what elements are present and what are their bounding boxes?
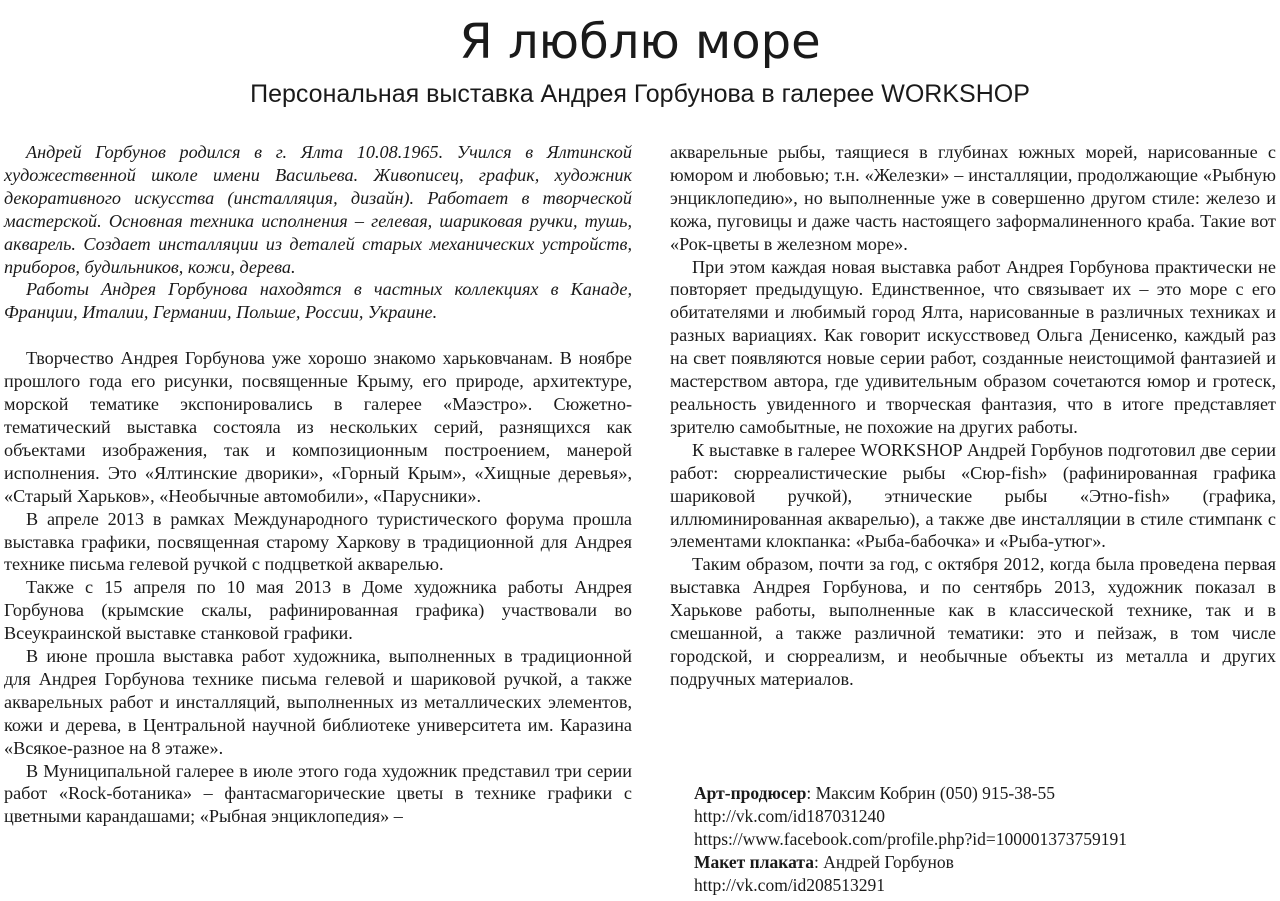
article-paragraph: К выставке в галерее WORKSHOP Андрей Горбунов подготовил две серии работ: сюрреалистические рыбы «Сюр-fish» (рафинированная графика шариковой ручкой), этнические рыбы «Этно-fish» (графика, иллюминированная акварелью), а также две инсталляции в стиле стимпанк с элементами клокпанка: «Рыба-бабочка» и «Рыба-утюг».: [670, 439, 1276, 552]
credits-block: [694, 782, 1274, 897]
page-subtitle: Персональная выставка Андрея Горбунова в галерее WORKSHOP: [250, 80, 1030, 108]
producer-contact: : Максим Кобрин (050) 915-38-55: [806, 783, 1056, 803]
producer-label: Арт-продюсер: [694, 783, 807, 803]
right-text-column: [670, 141, 1276, 691]
page-title: Я люблю море: [459, 14, 821, 70]
artist-collections-paragraph: Работы Андрея Горбунова находятся в частных коллекциях в Канаде, Франции, Италии, Германии, Польше, России, Украине.: [4, 279, 632, 323]
article-paragraph: При этом каждая новая выставка работ Андрея Горбунова практически не повторяет предыдущую. Единственное, что связывает их – это море с его обитателями и любимый город Ялта, нарисованные в различных техниках и разных вариациях. Как говорит искусствовед Ольга Денисенко, каждый раз на свет появляются новые серии работ, созданные неистощимой фантазией и мастерством автора, где удивительным образом сочетаются юмор и гротеск, реальность увиденного и творческая фантазия, что в итоге представляет зрителю самобытные, не похожие на других работы.: [670, 256, 1276, 437]
article-paragraph: Творчество Андрея Горбунова уже хорошо знакомо харьковчанам. В ноябре прошлого года его рисунки, посвященные Крыму, его природе, архитектуре, морской тематике экспонировались в галерее «Маэстро». Сюжетно-тематический выставка состояла из нескольких серий, разнящихся как объектами изображения, так и композиционным построением, манерой исполнения. Это «Ялтинские дворики», «Горный Крым», «Хищные деревья», «Старый Харьков», «Необычные автомобили», «Парусники».: [4, 348, 632, 506]
layout-label: Макет плаката: [694, 852, 814, 872]
producer-line: [694, 782, 1274, 805]
article-paragraph: В Муниципальной галерее в июле этого года художник представил три серии работ «Rock-ботаника» – фантасмагорические цветы в технике графики с цветными карандашами; «Рыбная энциклопедия» –: [4, 760, 632, 827]
article-paragraph: Также с 15 апреля по 10 мая 2013 в Доме художника работы Андрея Горбунова (крымские скалы, рафинированная графика) участвовали во Всеукраинской выставке станковой графики.: [4, 577, 632, 644]
layout-line: [694, 851, 1274, 874]
layout-author: : Андрей Горбунов: [813, 852, 954, 872]
poster-header: [0, 0, 1280, 110]
article-paragraph: акварельные рыбы, таящиеся в глубинах южных морей, нарисованные с юмором и любовью; т.н. «Железки» – инсталляции, продолжающие «Рыбную энциклопедию», но выполненные уже в совершенно другом стиле: железо и кожа, пуговицы и даже часть настоящего заформалиненного краба. Такие вот «Рок-цветы в железном море».: [670, 142, 1276, 254]
producer-facebook-link[interactable]: https://www.facebook.com/profile.php?id=100001373759191: [694, 829, 1128, 849]
article-paragraph: В июне прошла выставка работ художника, выполненных в традиционной для Андрея Горбунова технике письма гелевой и шариковой ручкой, а также акварельных работ и инсталляций, выполненных из металлических элементов, кожи и дерева, в Центральной научной библиотеке университета им. Каразина «Всякое-разное на 8 этаже».: [4, 646, 632, 758]
layout-vk-link[interactable]: http://vk.com/id208513291: [694, 875, 886, 895]
article-paragraph: Таким образом, почти за год, с октября 2012, когда была проведена первая выставка Андрея Горбунова, и по сентябрь 2013, художник показал в Харькове работы, выполненные как в классической технике, так и в смешанной, а также различной тематики: это и пейзаж, в том числе городской, и сюрреализм, и необычные объекты из металла и других подручных материалов.: [670, 554, 1276, 689]
article-paragraph: В апреле 2013 в рамках Международного туристического форума прошла выставка графики, посвященная старому Харкову в традиционной для Андрея технике письма гелевой ручкой с подцветкой акварелью.: [4, 508, 632, 575]
artist-bio-paragraph: Андрей Горбунов родился в г. Ялта 10.08.1965. Учился в Ялтинской художественной школе имени Васильева. Живописец, график, художник декоративного искусства (инсталляция, дизайн). Работает в творческой мастерской. Основная техника исполнения – гелевая, шариковая ручки, тушь, акварель. Создает инсталляции из деталей старых механических устройств, приборов, будильников, кожи, дерева.: [4, 142, 632, 277]
left-text-column: [4, 141, 632, 828]
producer-vk-link[interactable]: http://vk.com/id187031240: [694, 806, 886, 826]
